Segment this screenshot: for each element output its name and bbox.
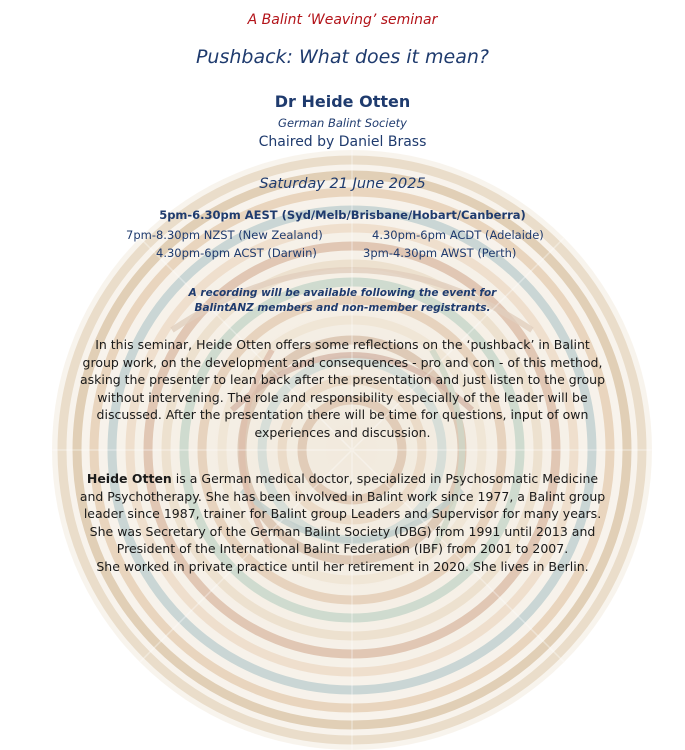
bio-first-line: [70, 470, 615, 488]
bio-speaker-name: Heide Otten: [86, 471, 172, 486]
time-awst: 3pm-4.30pm AWST (Perth): [363, 246, 517, 260]
description-line: experiences and discussion.: [254, 424, 431, 440]
bio-first-line-text: is a German medical doctor, specialized in Psychosomatic Medicine: [171, 471, 599, 486]
description-line: group work, on the development and consequences - pro and con - of this method,: [82, 354, 603, 370]
chair-line: Chaired by Daniel Brass: [258, 134, 427, 150]
description-line: without intervening. The role and responsibility especially of the leader will be: [97, 389, 588, 405]
recording-notice: [0, 286, 685, 316]
bio-line: and Psychotherapy. She has been involved in Balint work since 1977, a Balint group: [79, 488, 606, 504]
description-line: asking the presenter to lean back after the presentation and just listen to the group: [79, 372, 606, 388]
seminar-description: [70, 336, 615, 442]
bio-line: President of the International Balint Federation (IBF) from 2001 to 2007.: [116, 541, 569, 557]
description-line: discussed. After the presentation there will be time for questions, input of own: [96, 407, 589, 423]
speaker-name: Dr Heide Otten: [274, 92, 411, 111]
recording-line-2: BalintANZ members and non-member registrants.: [194, 302, 491, 314]
time-acst: 4.30pm-6pm ACST (Darwin): [156, 246, 317, 260]
seminar-title: Pushback: What does it mean?: [195, 46, 490, 68]
time-nzst: 7pm-8.30pm NZST (New Zealand): [126, 228, 323, 242]
event-date: Saturday 21 June 2025: [259, 176, 426, 192]
main-time: 5pm-6.30pm AEST (Syd/Melb/Brisbane/Hobart/Canberra): [159, 208, 526, 222]
seminar-series-label: A Balint ‘Weaving’ seminar: [247, 12, 438, 28]
description-line: In this seminar, Heide Otten offers some reflections on the ‘pushback’ in Balint: [95, 337, 590, 352]
bio-line: She worked in private practice until her retirement in 2020. She lives in Berlin.: [96, 558, 589, 574]
time-acdt: 4.30pm-6pm ACDT (Adelaide): [372, 228, 544, 242]
bio-line: leader since 1987, trainer for Balint group Leaders and Supervisor for many years.: [83, 506, 602, 522]
speaker-organization: German Balint Society: [278, 116, 407, 130]
recording-line-1: A recording will be available following the event for: [188, 287, 497, 299]
speaker-bio: [70, 470, 615, 576]
bio-line: She was Secretary of the German Balint Society (DBG) from 1991 until 2013 and: [89, 523, 596, 539]
